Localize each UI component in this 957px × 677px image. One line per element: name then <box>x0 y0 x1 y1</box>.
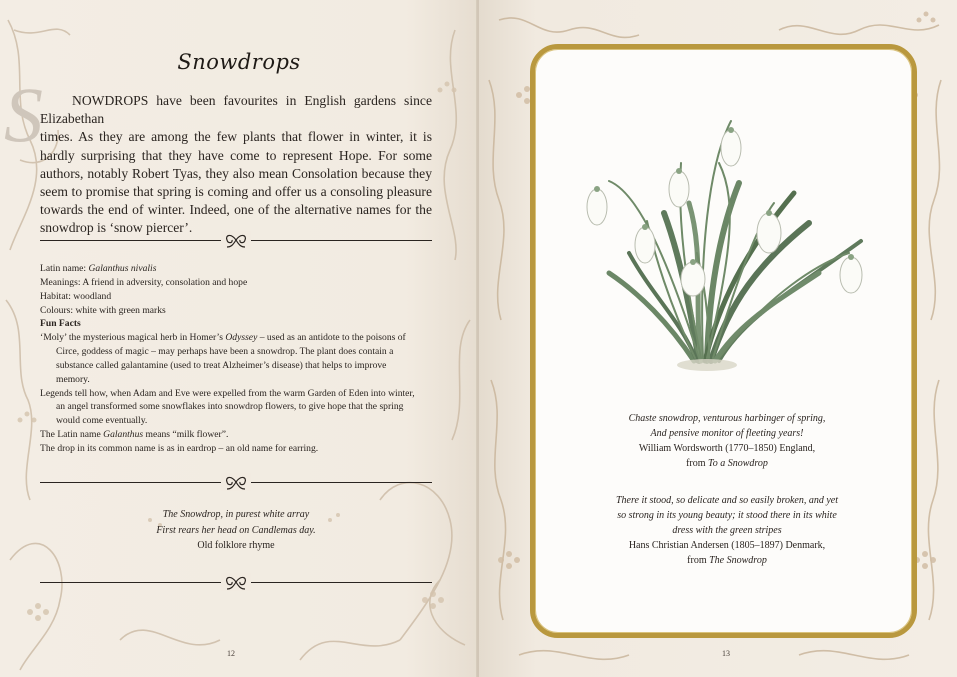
intro-first-line: NOWDROPS have been favourites in English gardens since Elizabethan <box>40 93 432 127</box>
fun-fact-eardrop: The drop in its common name is as in eardrop – an old name for earring. <box>40 442 319 454</box>
flourish-ornament-icon <box>221 231 251 249</box>
fun-fact-moly-text-b: – used as an antidote to the poisons of Circe, goddess of magic – may perhaps have been a snowdrop. The plant does contain a substance called galantamine (used to treat Alzheimer’s disease) that helps to improve memory. <box>56 332 406 385</box>
intro-paragraph <box>40 92 432 238</box>
latin-name-value: Galanthus nivalis <box>88 263 157 274</box>
fun-fact-eden: Legends tell how, when Adam and Eve were expelled from the warm Garden of Eden into winter, an angel transformed some snowflakes into snowdrop flowers, to give hope that the spring would come eventually. <box>40 387 415 427</box>
quote1-line-1: Chaste snowdrop, venturous harbinger of spring, <box>628 413 826 424</box>
quote2-from-label: from <box>687 555 710 566</box>
quote1-line-2: And pensive monitor of fleeting years! <box>650 428 804 439</box>
fun-facts-heading: Fun Facts <box>40 318 81 330</box>
page-number: 12 <box>227 649 235 658</box>
fun-fact-latin <box>40 428 420 442</box>
fun-fact-moly-text-a: ‘Moly’ the mysterious magical herb in Homer’s <box>40 332 226 344</box>
folklore-verse <box>40 507 432 554</box>
fun-fact-latin-text-a: The Latin name <box>40 429 104 441</box>
intro-body: times. As they are among the few plants that flower in winter, it is hardly surprising that they have come to represent Hope. For some authors, notably Robert Tyas, they also mean Consolation because they seem to promise that spring is coming and offer us a consoling pleasure towards the end of winter. Indeed, one of the alternative names for the snowdrop is ‘snow piercer’. <box>40 129 432 236</box>
fun-fact-moly <box>40 331 420 386</box>
page-number: 13 <box>722 649 730 658</box>
quote1-from-label: from <box>686 458 709 469</box>
latin-name-label: Latin name: <box>40 263 89 274</box>
quote1-author: William Wordsworth (1770–1850) England, <box>638 443 816 454</box>
flourish-ornament-icon <box>221 473 251 491</box>
fun-fact-latin-italic: Galanthus <box>103 429 144 441</box>
quote1-work: To a Snowdrop <box>708 458 768 469</box>
drop-cap: S <box>4 71 43 158</box>
habitat-line: Habitat: woodland <box>40 290 112 302</box>
wordsworth-quote <box>542 411 912 471</box>
verse-line-2: First rears her head on Candlemas day. <box>156 524 316 536</box>
flourish-ornament-icon <box>221 573 251 591</box>
verse-source: Old folklore rhyme <box>197 540 275 552</box>
quote2-line-2: so strong in its young beauty; it stood there in its white <box>617 510 837 521</box>
quote2-line-1: There it stood, so delicate and so easily broken, and yet <box>616 495 838 506</box>
fun-fact-latin-text-b: means “milk flower”. <box>143 429 229 441</box>
page-title: Snowdrops <box>177 50 301 74</box>
quote2-author: Hans Christian Andersen (1805–1897) Denmark, <box>628 540 826 551</box>
left-page <box>0 0 478 677</box>
quote2-work: The Snowdrop <box>709 555 767 566</box>
quote2-line-3: dress with the green stripes <box>672 525 782 536</box>
meanings-line: Meanings: A friend in adversity, consolation and hope <box>40 276 248 288</box>
fun-fact-moly-italic: Odyssey <box>225 332 258 344</box>
snowdrop-illustration <box>569 103 869 383</box>
andersen-quote <box>542 493 912 568</box>
quote2-source <box>542 553 912 568</box>
facts-block <box>40 262 420 456</box>
verse-line-1: The Snowdrop, in purest white array <box>162 509 310 520</box>
quote1-source <box>542 456 912 471</box>
latin-name-line <box>40 262 420 276</box>
colours-line: Colours: white with green marks <box>40 304 166 316</box>
